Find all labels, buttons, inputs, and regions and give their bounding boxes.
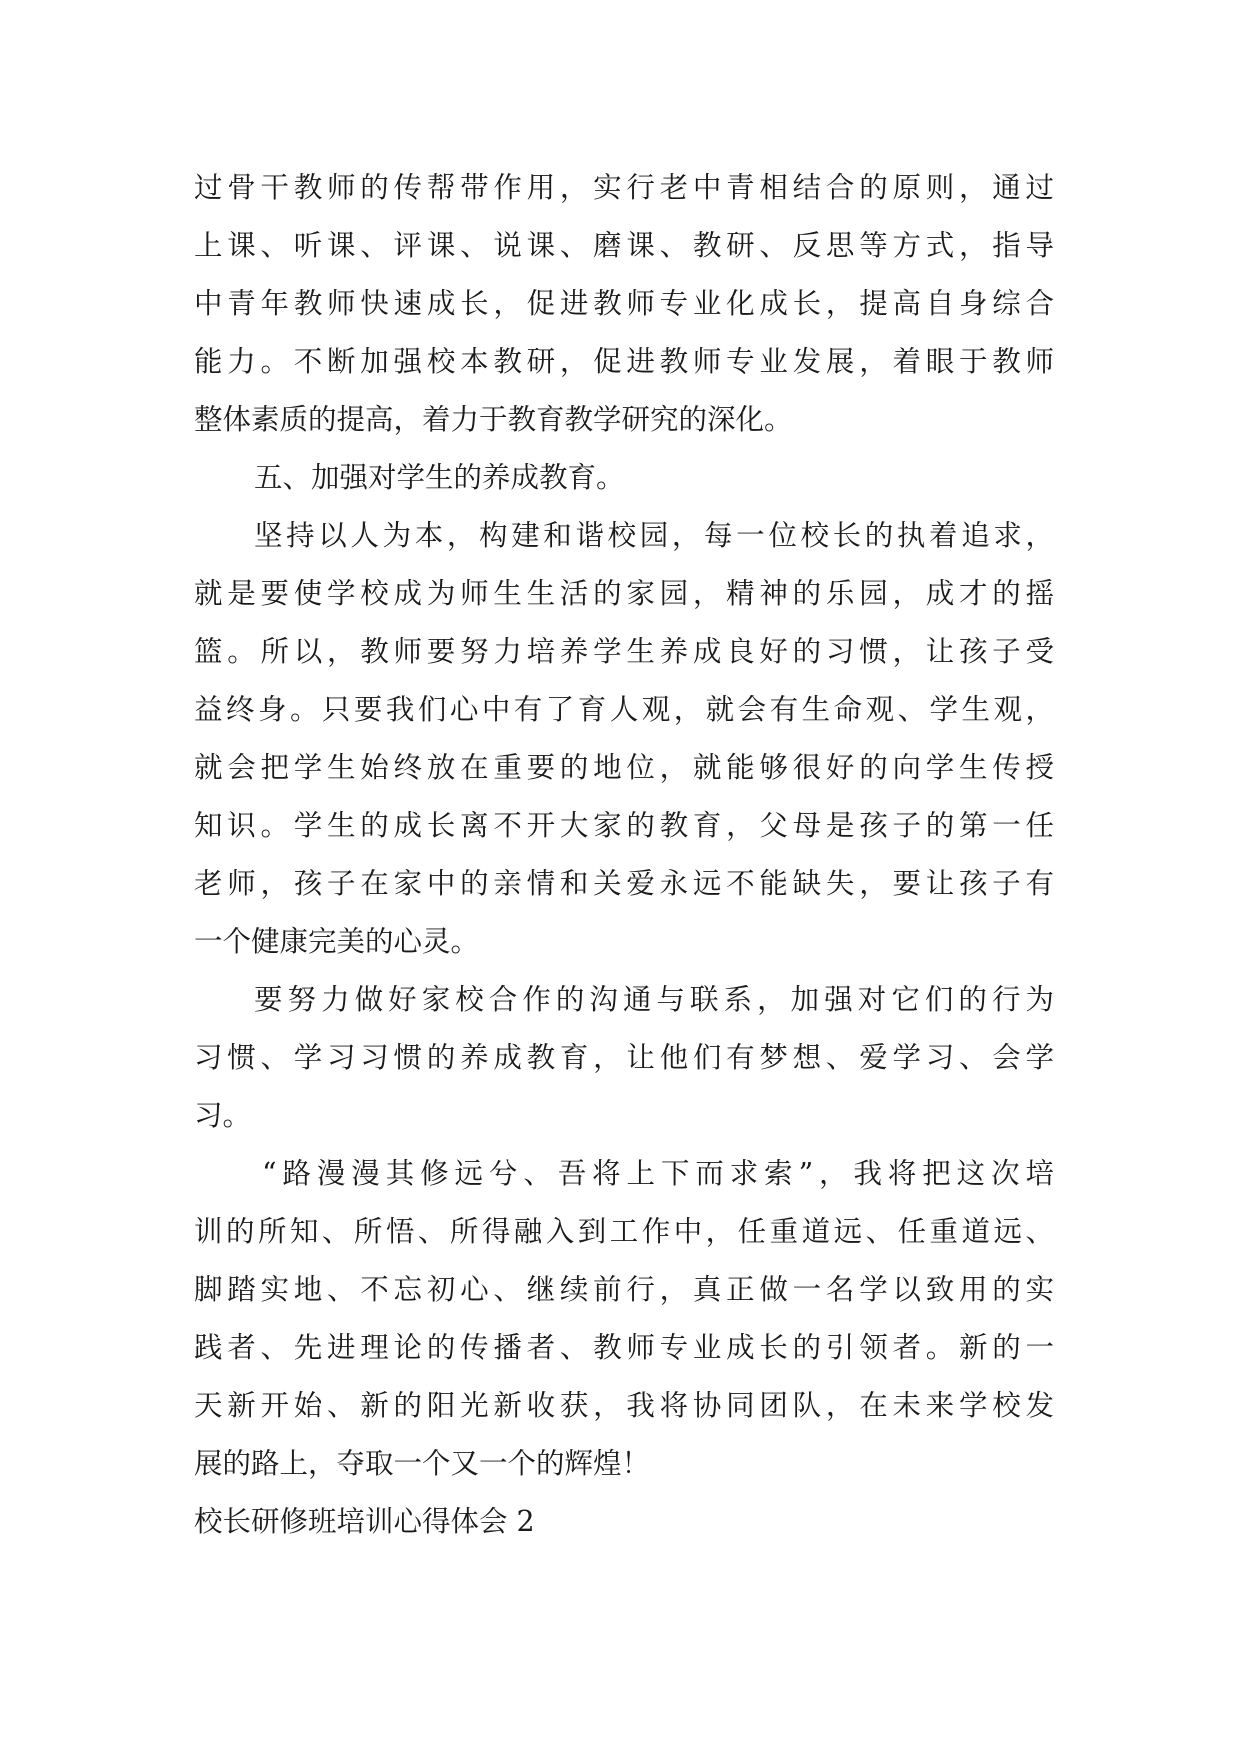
paragraph-line: 上课、听课、评课、说课、磨课、教研、反思等方式，指导 bbox=[194, 229, 1054, 262]
paragraph-line: 整体素质的提高，着力于教育教学研究的深化。 bbox=[194, 403, 793, 436]
paragraph-line: 习。 bbox=[194, 1099, 252, 1132]
paragraph-line: 益终身。只要我们心中有了育人观，就会有生命观、学生观， bbox=[194, 693, 1054, 726]
next-article-title: 校长研修班培训心得体会 2 bbox=[194, 1505, 535, 1538]
paragraph-line: 展的路上，夺取一个又一个的辉煌！ bbox=[194, 1447, 651, 1480]
paragraph-line: 就是要使学校成为师生生活的家园，精神的乐园，成才的摇 bbox=[194, 577, 1054, 610]
paragraph-line: 脚踏实地、不忘初心、继续前行，真正做一名学以致用的实 bbox=[194, 1273, 1054, 1306]
paragraph-line: 中青年教师快速成长，促进教师专业化成长，提高自身综合 bbox=[194, 287, 1054, 320]
paragraph-line: 知识。学生的成长离不开大家的教育，父母是孩子的第一任 bbox=[194, 809, 1054, 842]
paragraph-line: 一个健康完美的心灵。 bbox=[194, 925, 480, 958]
paragraph-line: 天新开始、新的阳光新收获，我将协同团队，在未来学校发 bbox=[194, 1389, 1054, 1422]
paragraph-line: 老师，孩子在家中的亲情和关爱永远不能缺失，要让孩子有 bbox=[194, 867, 1054, 900]
paragraph-line: 要努力做好家校合作的沟通与联系，加强对它们的行为 bbox=[254, 983, 1054, 1016]
paragraph-line: “路漫漫其修远兮、吾将上下而求索”，我将把这次培 bbox=[262, 1157, 1054, 1190]
paragraph-line: 过骨干教师的传帮带作用，实行老中青相结合的原则，通过 bbox=[194, 171, 1054, 204]
paragraph-line: 习惯、学习习惯的养成教育，让他们有梦想、爱学习、会学 bbox=[194, 1041, 1054, 1074]
paragraph-line: 能力。不断加强校本教研，促进教师专业发展，着眼于教师 bbox=[194, 345, 1054, 378]
paragraph-line: 训的所知、所悟、所得融入到工作中，任重道远、任重道远、 bbox=[194, 1215, 1054, 1248]
paragraph-line: 践者、先进理论的传播者、教师专业成长的引领者。新的一 bbox=[194, 1331, 1054, 1364]
paragraph-line: 就会把学生始终放在重要的地位，就能够很好的向学生传授 bbox=[194, 751, 1054, 784]
paragraph-line: 篮。所以，教师要努力培养学生养成良好的习惯，让孩子受 bbox=[194, 635, 1054, 668]
section-heading: 五、加强对学生的养成教育。 bbox=[254, 461, 625, 494]
paragraph-line: 坚持以人为本，构建和谐校园，每一位校长的执着追求， bbox=[254, 519, 1054, 552]
